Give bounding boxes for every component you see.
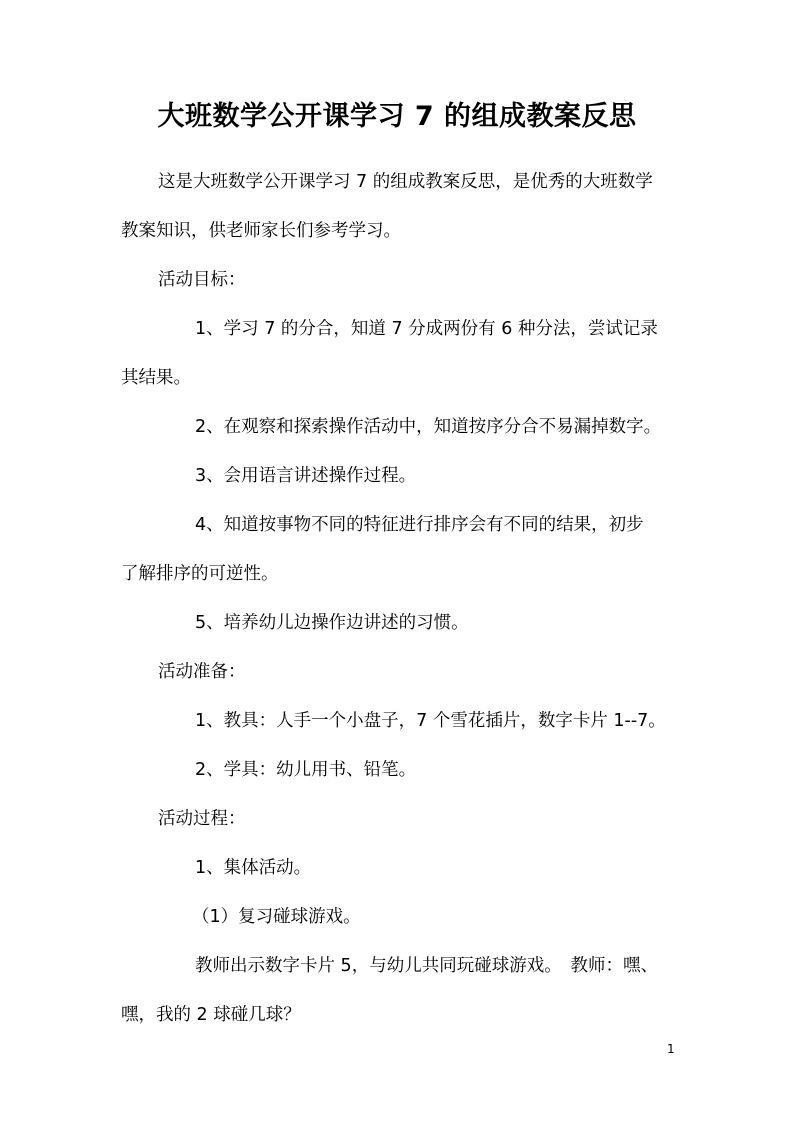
list-item: 1、集体活动。 [195,858,312,878]
paragraph-line: 这是大班数学公开课学习 7 的组成教案反思，是优秀的大班数学 [158,172,653,192]
list-item: 1、学习 7 的分合，知道 7 分成两份有 6 种分法，尝试记录 [195,319,658,339]
list-item: 4、知道按事物不同的特征进行排序会有不同的结果，初步 [195,515,644,535]
section-heading: 活动准备： [158,662,246,682]
list-item: 3、会用语言讲述操作过程。 [195,466,417,486]
paragraph-line: 嘿，我的 2 球碰几球？ [121,1005,301,1025]
document-title: 大班数学公开课学习 7 的组成教案反思 [157,101,637,132]
list-item: 1、教具：人手一个小盘子，7 个雪花插片，数字卡片 1--7。 [195,711,666,731]
page-number: 1 [667,1042,675,1056]
section-heading: 活动目标： [158,270,246,290]
paragraph-line: 教师出示数字卡片 5，与幼儿共同玩碰球游戏。 教师：嘿、 [195,956,658,976]
sub-list-item: （1）复习碰球游戏。 [192,907,361,927]
list-item: 5、培养幼儿边操作边讲述的习惯。 [195,613,469,633]
list-item-continuation: 了解排序的可逆性。 [121,564,279,584]
list-item: 2、在观察和探索操作活动中，知道按序分合不易漏掉数字。 [195,417,662,437]
paragraph-line: 教案知识，供老师家长们参考学习。 [121,221,401,241]
section-heading: 活动过程： [158,809,246,829]
list-item-continuation: 其结果。 [121,368,191,388]
list-item: 2、学具：幼儿用书、铅笔。 [195,760,417,780]
